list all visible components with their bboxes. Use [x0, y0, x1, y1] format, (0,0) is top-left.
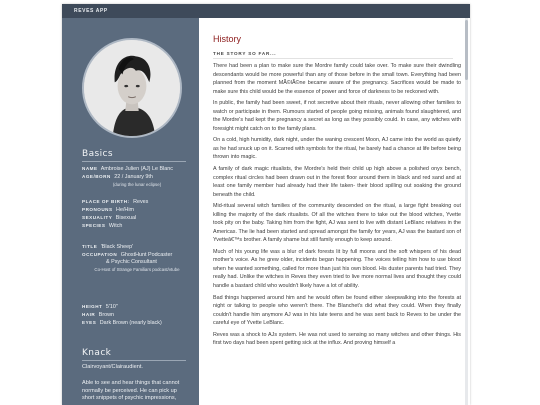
place-of-birth-key: PLACE OF BIRTH:: [82, 199, 130, 204]
occupation-note: Co-Host of Strange Familiars podcast/vtube: [94, 267, 180, 272]
occupation-value-2: & Psychic Consultant: [106, 259, 157, 265]
age-note: (during the lunar eclipse): [112, 182, 162, 187]
occupation-row: [82, 251, 192, 273]
sexuality-key: SEXUALITY: [82, 215, 113, 220]
page-subtitle: THE STORY SO FAR...: [213, 51, 277, 56]
story-paragraph: Bad things happened around him and he would often be found either sleepwalking into the forests at night or talking to people who weren't there. The Blanchet's did what they could. When they finally couldn't handle him anymore AJ was in his late teens and he was sent back to Reves to be under the careful eye of Yvette LeBlanc.: [213, 294, 461, 327]
height-key: HEIGHT: [82, 304, 103, 309]
hair-key: HAIR: [82, 312, 96, 317]
hair-value: Brown: [98, 312, 115, 318]
hair-row: [82, 311, 192, 319]
knack-heading: Knack: [82, 348, 112, 358]
pronouns-value: He/Him: [116, 207, 135, 213]
knack-summary: Clairvoyant/Clairaudient.: [82, 364, 143, 370]
story-paragraph: Reves was a shock to AJs system. He was not used to sensing so many witches and other things. His first two days had been spent getting sick at the influx. And proving himself a: [213, 331, 461, 347]
title-value: 'Black Sheep': [100, 244, 134, 250]
page-title: History: [213, 34, 242, 44]
app-title: REVES APP: [62, 4, 470, 18]
title-row: [82, 243, 192, 251]
occupation-value: GhostHunt Podcaster: [120, 252, 173, 258]
story-paragraph: In public, the family had been sweet, if not secretive about their rituals, never allowing other families to watch or participate in them. Rumours started of people going missing, animals found slaughtered, and the Mordre's had kept the pregnancy a secret as long as they possibly could. In case, any witches with foresight might catch on to the family plans.: [213, 100, 461, 132]
occupation-key: OCCUPATION: [82, 252, 118, 257]
species-row: [82, 222, 192, 230]
profile-sidebar: [62, 18, 199, 405]
avatar: [82, 38, 182, 138]
species-key: SPECIES: [82, 223, 106, 228]
history-panel[interactable]: [199, 18, 470, 405]
app-window: [62, 4, 470, 405]
knack-description: Able to see and hear things that cannot normally be perceived. He can pick up short snippets of psychic impressions,: [82, 380, 180, 402]
story-paragraph: Mid-ritual several witch families of the community descended on the ritual, a large fight breaking out killing the majority of the dark ritualists. Of all the witches there to take out the blood witches, Yvette took pity on the baby. Taking him from the fight, AJ was sent to live with distant LeBlanc relatives in the Americas. The lie had been started and spread amongst the family for years, AJ was the bastard son of Yvetteâ€™s brother. A family shame but still family enough to keep around.: [213, 203, 461, 244]
story-paragraph: Much of his young life was a blur of dark forests lit by full moons and the soft whispers of his dead mother's voice. As he grew older, incidents began happening. The voices telling him how to use blood when he wanted something, called for more than just his own blood. His duster parents had tried. They really had. Unlike the witches in Reves they even tried to live more normal lives and thought they could handle a bastard child who wouldn't likely have a lot of ability.: [213, 248, 461, 289]
title-divider: [213, 58, 453, 59]
basics-divider: [82, 161, 186, 162]
pronouns-key: PRONOUNS: [82, 207, 113, 212]
place-of-birth-row: [82, 198, 192, 206]
height-row: [82, 303, 192, 311]
age-row: [82, 173, 192, 188]
age-value: 22 / January 9th: [114, 174, 153, 180]
eyes-row: [82, 319, 192, 327]
name-row: [82, 165, 192, 173]
pronouns-row: [82, 206, 192, 214]
knack-divider: [82, 360, 186, 361]
height-value: 5'10": [105, 304, 118, 310]
name-key: NAME: [82, 166, 98, 171]
story-paragraph: A family of dark magic ritualists, the Mordre's held their child up high above a polished onyx bench, complex ritual circles had been drawn out in the forest floor around them in black and red sand and at least one family member had already had their life taken- their blood spilling out soaking the ground beneath the child.: [213, 166, 461, 198]
title-key: TITLE: [82, 244, 98, 249]
age-key: AGE/BORN: [82, 174, 111, 179]
story-paragraph: There had been a plan to make sure the Mordre family could take over. To make sure their dwindling descendants would be more powerful than any of those before in the small town. Everything had been planned from the moment MÃ©lÃ©ne became aware of the pregnancy. Sacrifices would be made to make sure this child would be the essence of power and force of darkness to be reckoned with.: [213, 63, 461, 95]
name-value: Ambroise Julien (AJ) Le Blanc: [100, 166, 173, 172]
story-paragraph: On a cold, high humidity, dark night, under the waning crescent Moon, AJ came into the world as quietly as he had snuck up on it. Scarred with symbols for the ritual, he barely had a chance at life before being thrown into magic.: [213, 137, 461, 161]
species-value: Witch: [108, 223, 123, 229]
eyes-value: Dark Brown (nearly black): [99, 320, 162, 326]
scrollbar-thumb[interactable]: [465, 20, 468, 80]
sexuality-value: Bisexual: [115, 215, 137, 221]
portrait-image: [84, 40, 180, 136]
eyes-key: EYES: [82, 320, 97, 325]
basics-heading: Basics: [82, 149, 113, 159]
place-of-birth-value: Reves: [133, 199, 149, 205]
history-text: [213, 62, 461, 351]
sexuality-row: [82, 214, 192, 222]
